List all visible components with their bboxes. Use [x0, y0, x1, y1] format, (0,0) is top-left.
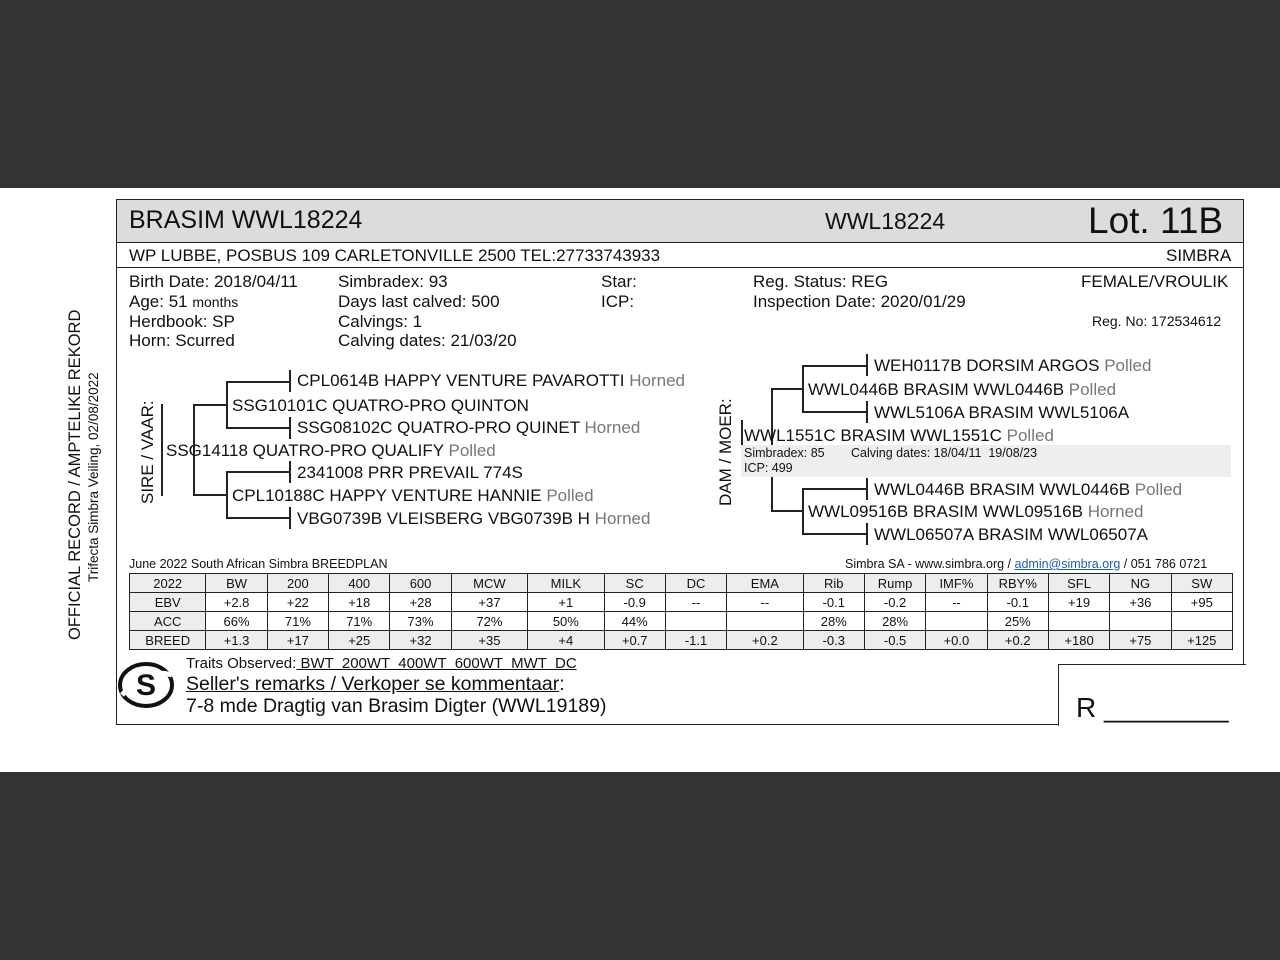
contact-suffix: / 051 786 0721 — [1120, 557, 1208, 571]
contact-prefix: Simbra SA - www.simbra.org / — [845, 557, 1015, 571]
ebv-cell: Rump — [864, 574, 925, 593]
ebv-cell: -0.9 — [604, 593, 665, 612]
ebv-cell: 73% — [390, 612, 451, 631]
logo-letter: S — [135, 669, 157, 702]
horn-tag: Horned — [1087, 502, 1144, 521]
sire-sire — [232, 396, 529, 416]
ebv-cell: -0.5 — [864, 631, 925, 650]
animal-id: WWL18224 — [825, 208, 946, 234]
row-label-cell: EBV — [130, 593, 206, 612]
sire-dam — [232, 486, 594, 506]
ebv-cell: 200 — [267, 574, 328, 593]
pedigree-name: 2341008 PRR PREVAIL 774S — [297, 463, 523, 482]
ebv-cell: +0.2 — [987, 631, 1048, 650]
dam-label: DAM / MOER: — [716, 398, 735, 506]
ebv-cell: SFL — [1048, 574, 1109, 593]
ebv-cell: +37 — [451, 593, 527, 612]
lot-number: Lot. 11B — [1088, 200, 1224, 241]
pedigree-name: CPL0614B HAPPY VENTURE PAVAROTTI — [297, 371, 625, 390]
ebv-cell: +1 — [528, 593, 604, 612]
ebv-cell: +0.0 — [926, 631, 987, 650]
ebv-cell: SW — [1171, 574, 1232, 593]
ebv-cell: -- — [727, 593, 803, 612]
breedplan-title: June 2022 South African Simbra BREEDPLAN — [129, 557, 388, 571]
breed-label: SIMBRA — [1166, 246, 1232, 265]
ebv-cell: +95 — [1171, 593, 1232, 612]
ebv-cell: 600 — [390, 574, 451, 593]
traits-list: BWT 200WT 400WT 600WT MWT DC — [296, 655, 577, 672]
age-unit: months — [192, 294, 239, 310]
pedigree-name: CPL10188C HAPPY VENTURE HANNIE — [232, 486, 542, 505]
ebv-header-row — [130, 574, 1233, 593]
ebv-cell: DC — [665, 574, 726, 593]
email-link[interactable]: admin@simbra.org — [1014, 557, 1121, 571]
age-value: Age: 51 — [129, 292, 193, 311]
pedigree-name: WWL09516B BRASIM WWL09516B — [808, 502, 1083, 521]
ebv-cell: RBY% — [987, 574, 1048, 593]
star: Star: — [601, 272, 637, 291]
ebv-cell: MILK — [528, 574, 604, 593]
dam-simbradex: Simbradex: 85 — [744, 446, 825, 460]
ebv-cell: +35 — [451, 631, 527, 650]
herdbook: Herdbook: SP — [129, 312, 235, 331]
age — [129, 292, 238, 312]
reg-number: Reg. No: 172534612 — [1092, 313, 1222, 329]
ebv-cell: -- — [926, 593, 987, 612]
horn-tag: Polled — [1068, 380, 1117, 399]
ebv-cell: +4 — [528, 631, 604, 650]
sire-sire-sire — [297, 371, 685, 391]
horn-tag: Polled — [546, 486, 594, 505]
dam-calving-dates: Calving dates: 18/04/11 19/08/23 — [851, 446, 1038, 460]
horn-tag: Polled — [1104, 356, 1152, 375]
reg-status: Reg. Status: REG — [753, 272, 889, 291]
breeder-address: WP LUBBE, POSBUS 109 CARLETONVILLE 2500 TEL:27733743933 — [129, 246, 661, 265]
remarks-heading: Seller's remarks / Verkoper se kommentaar — [186, 673, 560, 695]
ebv-cell: +17 — [267, 631, 328, 650]
ebv-cell: -0.3 — [803, 631, 864, 650]
ebv-cell — [727, 612, 803, 631]
simbradex: Simbradex: 93 — [338, 272, 448, 291]
sire — [166, 441, 496, 461]
ebv-cell: 25% — [987, 612, 1048, 631]
horn-tag: Horned — [629, 371, 686, 390]
ebv-cell: -- — [665, 593, 726, 612]
row-label-cell: ACC — [130, 612, 206, 631]
official-record-label: OFFICIAL RECORD / AMPTELIKE REKORD — [66, 309, 84, 640]
dam-dam — [808, 502, 1143, 522]
dam-dam-dam — [874, 525, 1148, 545]
horn-tag: Horned — [594, 509, 651, 528]
ebv-cell — [1171, 612, 1232, 631]
ebv-cell: -0.1 — [987, 593, 1048, 612]
row-label-cell: 2022 — [130, 574, 206, 593]
ebv-cell: -0.1 — [803, 593, 864, 612]
ebv-cell: NG — [1110, 574, 1171, 593]
ebv-cell: +25 — [329, 631, 390, 650]
dam-info-box — [741, 445, 1231, 477]
horn-tag: Horned — [584, 418, 641, 437]
inspection-date: Inspection Date: 2020/01/29 — [753, 292, 966, 311]
breed-row — [130, 631, 1233, 650]
ebv-cell: 28% — [803, 612, 864, 631]
dam-sire-dam — [874, 403, 1129, 423]
ebv-cell: +125 — [1171, 631, 1232, 650]
simbra-logo-icon — [118, 661, 174, 709]
ebv-cell: +2.8 — [206, 593, 267, 612]
row-label-cell: BREED — [130, 631, 206, 650]
ebv-cell: +36 — [1110, 593, 1171, 612]
pedigree-name: SSG10101C QUATRO-PRO QUINTON — [232, 396, 529, 415]
ebv-cell: +75 — [1110, 631, 1171, 650]
ebv-cell — [1048, 612, 1109, 631]
ebv-cell: -0.2 — [864, 593, 925, 612]
ebv-cell: 44% — [604, 612, 665, 631]
dam-icp: ICP: 499 — [744, 461, 793, 475]
pedigree-name: WWL06507A BRASIM WWL06507A — [874, 525, 1149, 544]
pedigree-name: WWL0446B BRASIM WWL0446B — [808, 380, 1065, 399]
dam-sire-sire — [874, 356, 1151, 376]
birth-date: Birth Date: 2018/04/11 — [129, 272, 298, 291]
ebv-cell: 71% — [329, 612, 390, 631]
dam-dam-sire — [874, 480, 1182, 500]
ebv-cell: EMA — [727, 574, 803, 593]
horn-tag: Polled — [1006, 426, 1054, 445]
ebv-cell: +0.2 — [727, 631, 803, 650]
ebv-cell: BW — [206, 574, 267, 593]
ebv-cell: +180 — [1048, 631, 1109, 650]
ebv-cell: +1.3 — [206, 631, 267, 650]
ebv-cell: 28% — [864, 612, 925, 631]
ebv-cell — [926, 612, 987, 631]
pedigree-name: WEH0117B DORSIM ARGOS — [874, 356, 1100, 375]
ebv-cell: -1.1 — [665, 631, 726, 650]
auction-label: Trifecta Simbra Veiling, 02/08/2022 — [86, 372, 101, 582]
sire-dam-sire — [297, 463, 523, 483]
breedplan-contact — [845, 557, 1207, 571]
horn-tag: Polled — [448, 441, 496, 460]
ebv-cell: IMF% — [926, 574, 987, 593]
pedigree-name: WWL5106A BRASIM WWL5106A — [874, 403, 1130, 422]
sex: FEMALE/VROULIK — [1081, 272, 1229, 291]
horn-tag: Polled — [1134, 480, 1183, 499]
ebv-cell: +18 — [329, 593, 390, 612]
pedigree-name: WWL1551C BRASIM WWL1551C — [744, 426, 1002, 445]
icp: ICP: — [601, 292, 635, 311]
sire-dam-dam — [297, 509, 650, 529]
dam — [744, 426, 1054, 446]
ebv-cell: 72% — [451, 612, 527, 631]
pedigree-name: SSG08102C QUATRO-PRO QUINET — [297, 418, 580, 437]
calvings: Calvings: 1 — [338, 312, 423, 331]
remarks-title — [186, 673, 565, 696]
ebv-cell: 50% — [528, 612, 604, 631]
ebv-cell: SC — [604, 574, 665, 593]
ebv-cell — [1110, 612, 1171, 631]
calving-dates: Calving dates: 21/03/20 — [338, 331, 517, 350]
sire-label: SIRE / VAAR: — [138, 400, 157, 504]
days-last-calved: Days last calved: 500 — [338, 292, 500, 311]
traits-label: Traits Observed: — [186, 655, 297, 672]
ebv-cell: MCW — [451, 574, 527, 593]
price-field[interactable]: R ________ — [1076, 692, 1229, 723]
ebv-cell: 71% — [267, 612, 328, 631]
ebv-cell: +28 — [390, 593, 451, 612]
ebv-cell: +19 — [1048, 593, 1109, 612]
sire-sire-dam — [297, 418, 640, 438]
dam-sire — [808, 380, 1116, 400]
pedigree-name: SSG14118 QUATRO-PRO QUALIFY — [166, 441, 444, 460]
pedigree-name: VBG0739B VLEISBERG VBG0739B H — [297, 509, 590, 528]
acc-row — [130, 612, 1233, 631]
traits-observed — [186, 655, 577, 672]
ebv-row — [130, 593, 1233, 612]
ebv-table — [129, 573, 1233, 650]
ebv-cell: 66% — [206, 612, 267, 631]
animal-name: BRASIM WWL18224 — [129, 206, 363, 234]
horn-status: Horn: Scurred — [129, 331, 235, 350]
remarks-text: 7-8 mde Dragtig van Brasim Digter (WWL19189) — [186, 695, 607, 717]
ebv-cell — [665, 612, 726, 631]
pedigree-name: WWL0446B BRASIM WWL0446B — [874, 480, 1131, 499]
ebv-cell: Rib — [803, 574, 864, 593]
ebv-cell: 400 — [329, 574, 390, 593]
ebv-cell: +0.7 — [604, 631, 665, 650]
remarks-colon: : — [559, 673, 565, 695]
ebv-cell: +32 — [390, 631, 451, 650]
ebv-cell: +22 — [267, 593, 328, 612]
